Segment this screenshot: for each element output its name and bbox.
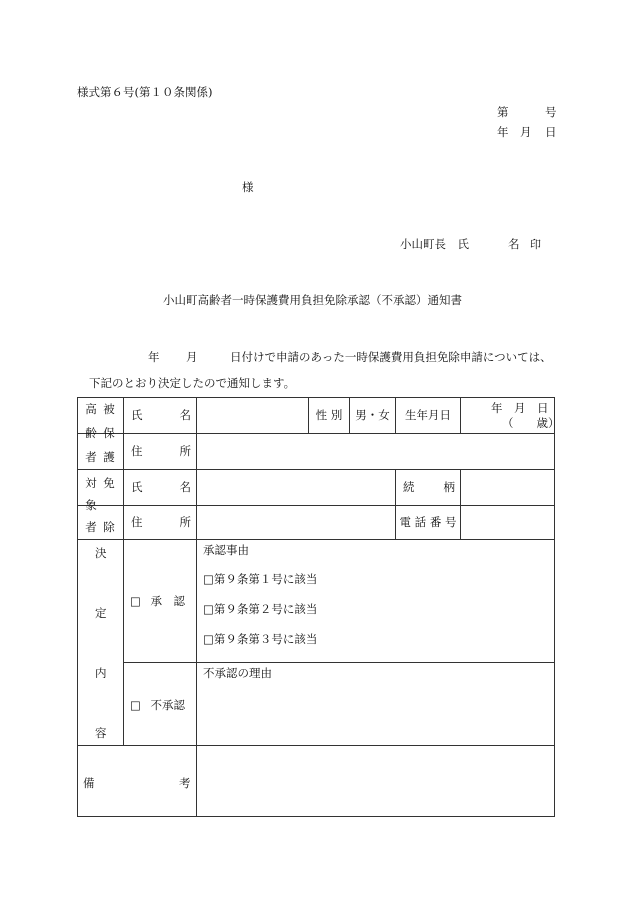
approve-reason-title: 承認事由: [203, 543, 249, 557]
phone-field[interactable]: [461, 506, 553, 539]
checkbox-icon[interactable]: □: [130, 594, 141, 608]
body-nen: 年: [148, 350, 160, 364]
body-line2: 下記のとおり決定したので通知します。: [89, 376, 296, 390]
body-line1: 日付けで申請のあった一時保護費用負担免除申請については、: [230, 350, 552, 364]
reason-item[interactable]: □第９条第２号に該当: [203, 602, 318, 616]
addressee-sama: 様: [242, 180, 254, 194]
date-month: 月: [520, 125, 532, 139]
kettei-char: 決: [95, 546, 107, 560]
body-gatsu: 月: [186, 350, 198, 364]
label-sho: 所: [179, 444, 191, 458]
approve-option[interactable]: [130, 593, 185, 609]
dob-date: 年 月 日: [491, 401, 549, 415]
kettei-char: 内: [95, 666, 107, 680]
seal-text: 印: [530, 238, 541, 251]
label-address-2: [131, 505, 191, 539]
address-field-2[interactable]: [197, 506, 395, 539]
disapprove-option[interactable]: [130, 697, 185, 713]
label-shi: 氏: [131, 480, 143, 494]
menjo-col2: [101, 475, 117, 535]
label-gara: 柄: [443, 480, 455, 494]
issuer-name-mei: 名: [508, 237, 520, 251]
hihogo-char: 者: [85, 450, 97, 464]
issuer-title: 小山町長 氏: [400, 237, 469, 251]
label-ju: 住: [131, 515, 143, 529]
disapprove-label: 不承認: [150, 698, 186, 712]
label-name-2: [131, 469, 191, 505]
rule-right: [554, 397, 555, 817]
doc-no-go: 号: [545, 105, 557, 119]
kettei-char: 定: [95, 606, 107, 620]
menjo-col1: [83, 475, 99, 535]
rule-dob-mid: [460, 397, 461, 433]
dob-age: （ 歳）: [502, 416, 560, 430]
biko-char: 備: [83, 776, 95, 790]
rule-bottom: [77, 816, 555, 817]
reason-item[interactable]: □第９条第３号に該当: [203, 632, 318, 646]
label-sex: 性 別: [315, 408, 343, 422]
decision-table: [77, 397, 560, 817]
label-relation: [403, 469, 455, 505]
rule-col1: [123, 397, 124, 745]
approve-label: 承 認: [150, 594, 186, 608]
menjo-char: 対: [85, 476, 97, 490]
biko-char: 考: [179, 776, 191, 790]
menjo-char: 象: [85, 498, 97, 512]
form-number: 様式第６号(第１０条関係): [77, 85, 213, 99]
label-dob: 生年月日: [405, 408, 451, 422]
kettei-char: 容: [95, 726, 107, 740]
label-mei: 名: [179, 408, 191, 422]
label-ju: 住: [131, 444, 143, 458]
checkbox-icon[interactable]: □: [130, 698, 141, 712]
label-phone: 電 話 番 号: [399, 515, 457, 529]
label-address-1: [131, 433, 191, 469]
sex-value[interactable]: 男・女: [355, 408, 390, 422]
menjo-char: 者: [85, 520, 97, 534]
hihogo-char: 齢: [85, 426, 97, 440]
hihogo-col2: [101, 401, 117, 465]
address-field-1[interactable]: [197, 434, 553, 469]
hihogo-char: 護: [103, 450, 115, 464]
label-zoku: 続: [403, 480, 415, 494]
hihogo-char: 保: [103, 426, 115, 440]
disapprove-reason-title: 不承認の理由: [203, 666, 272, 680]
relation-field[interactable]: [461, 470, 553, 505]
hihogo-char: 高: [85, 402, 97, 416]
hihogo-col1: [83, 401, 99, 465]
menjo-char: 免: [103, 476, 115, 490]
name-field-1[interactable]: [197, 398, 308, 433]
date-year: 年: [497, 125, 509, 139]
hihogo-char: 被: [103, 402, 115, 416]
label-name-1: [131, 397, 191, 433]
seal-mark: [530, 236, 541, 252]
name-field-2[interactable]: [197, 470, 395, 505]
date-day: 日: [545, 125, 557, 139]
label-mei: 名: [179, 480, 191, 494]
disapprove-reason-field[interactable]: [197, 679, 553, 744]
label-sho: 所: [179, 515, 191, 529]
label-shi: 氏: [131, 408, 143, 422]
document-title: 小山町高齢者一時保護費用負担免除承認（不承認）通知書: [163, 293, 462, 307]
remarks-field[interactable]: [197, 746, 553, 816]
menjo-char: 除: [103, 520, 115, 534]
rule-section2-bottom: [77, 539, 555, 540]
reason-item[interactable]: □第９条第１号に該当: [203, 572, 318, 586]
rule-left: [77, 397, 78, 817]
doc-no-dai: 第: [497, 105, 509, 119]
rule-approve-bottom: [123, 662, 555, 663]
